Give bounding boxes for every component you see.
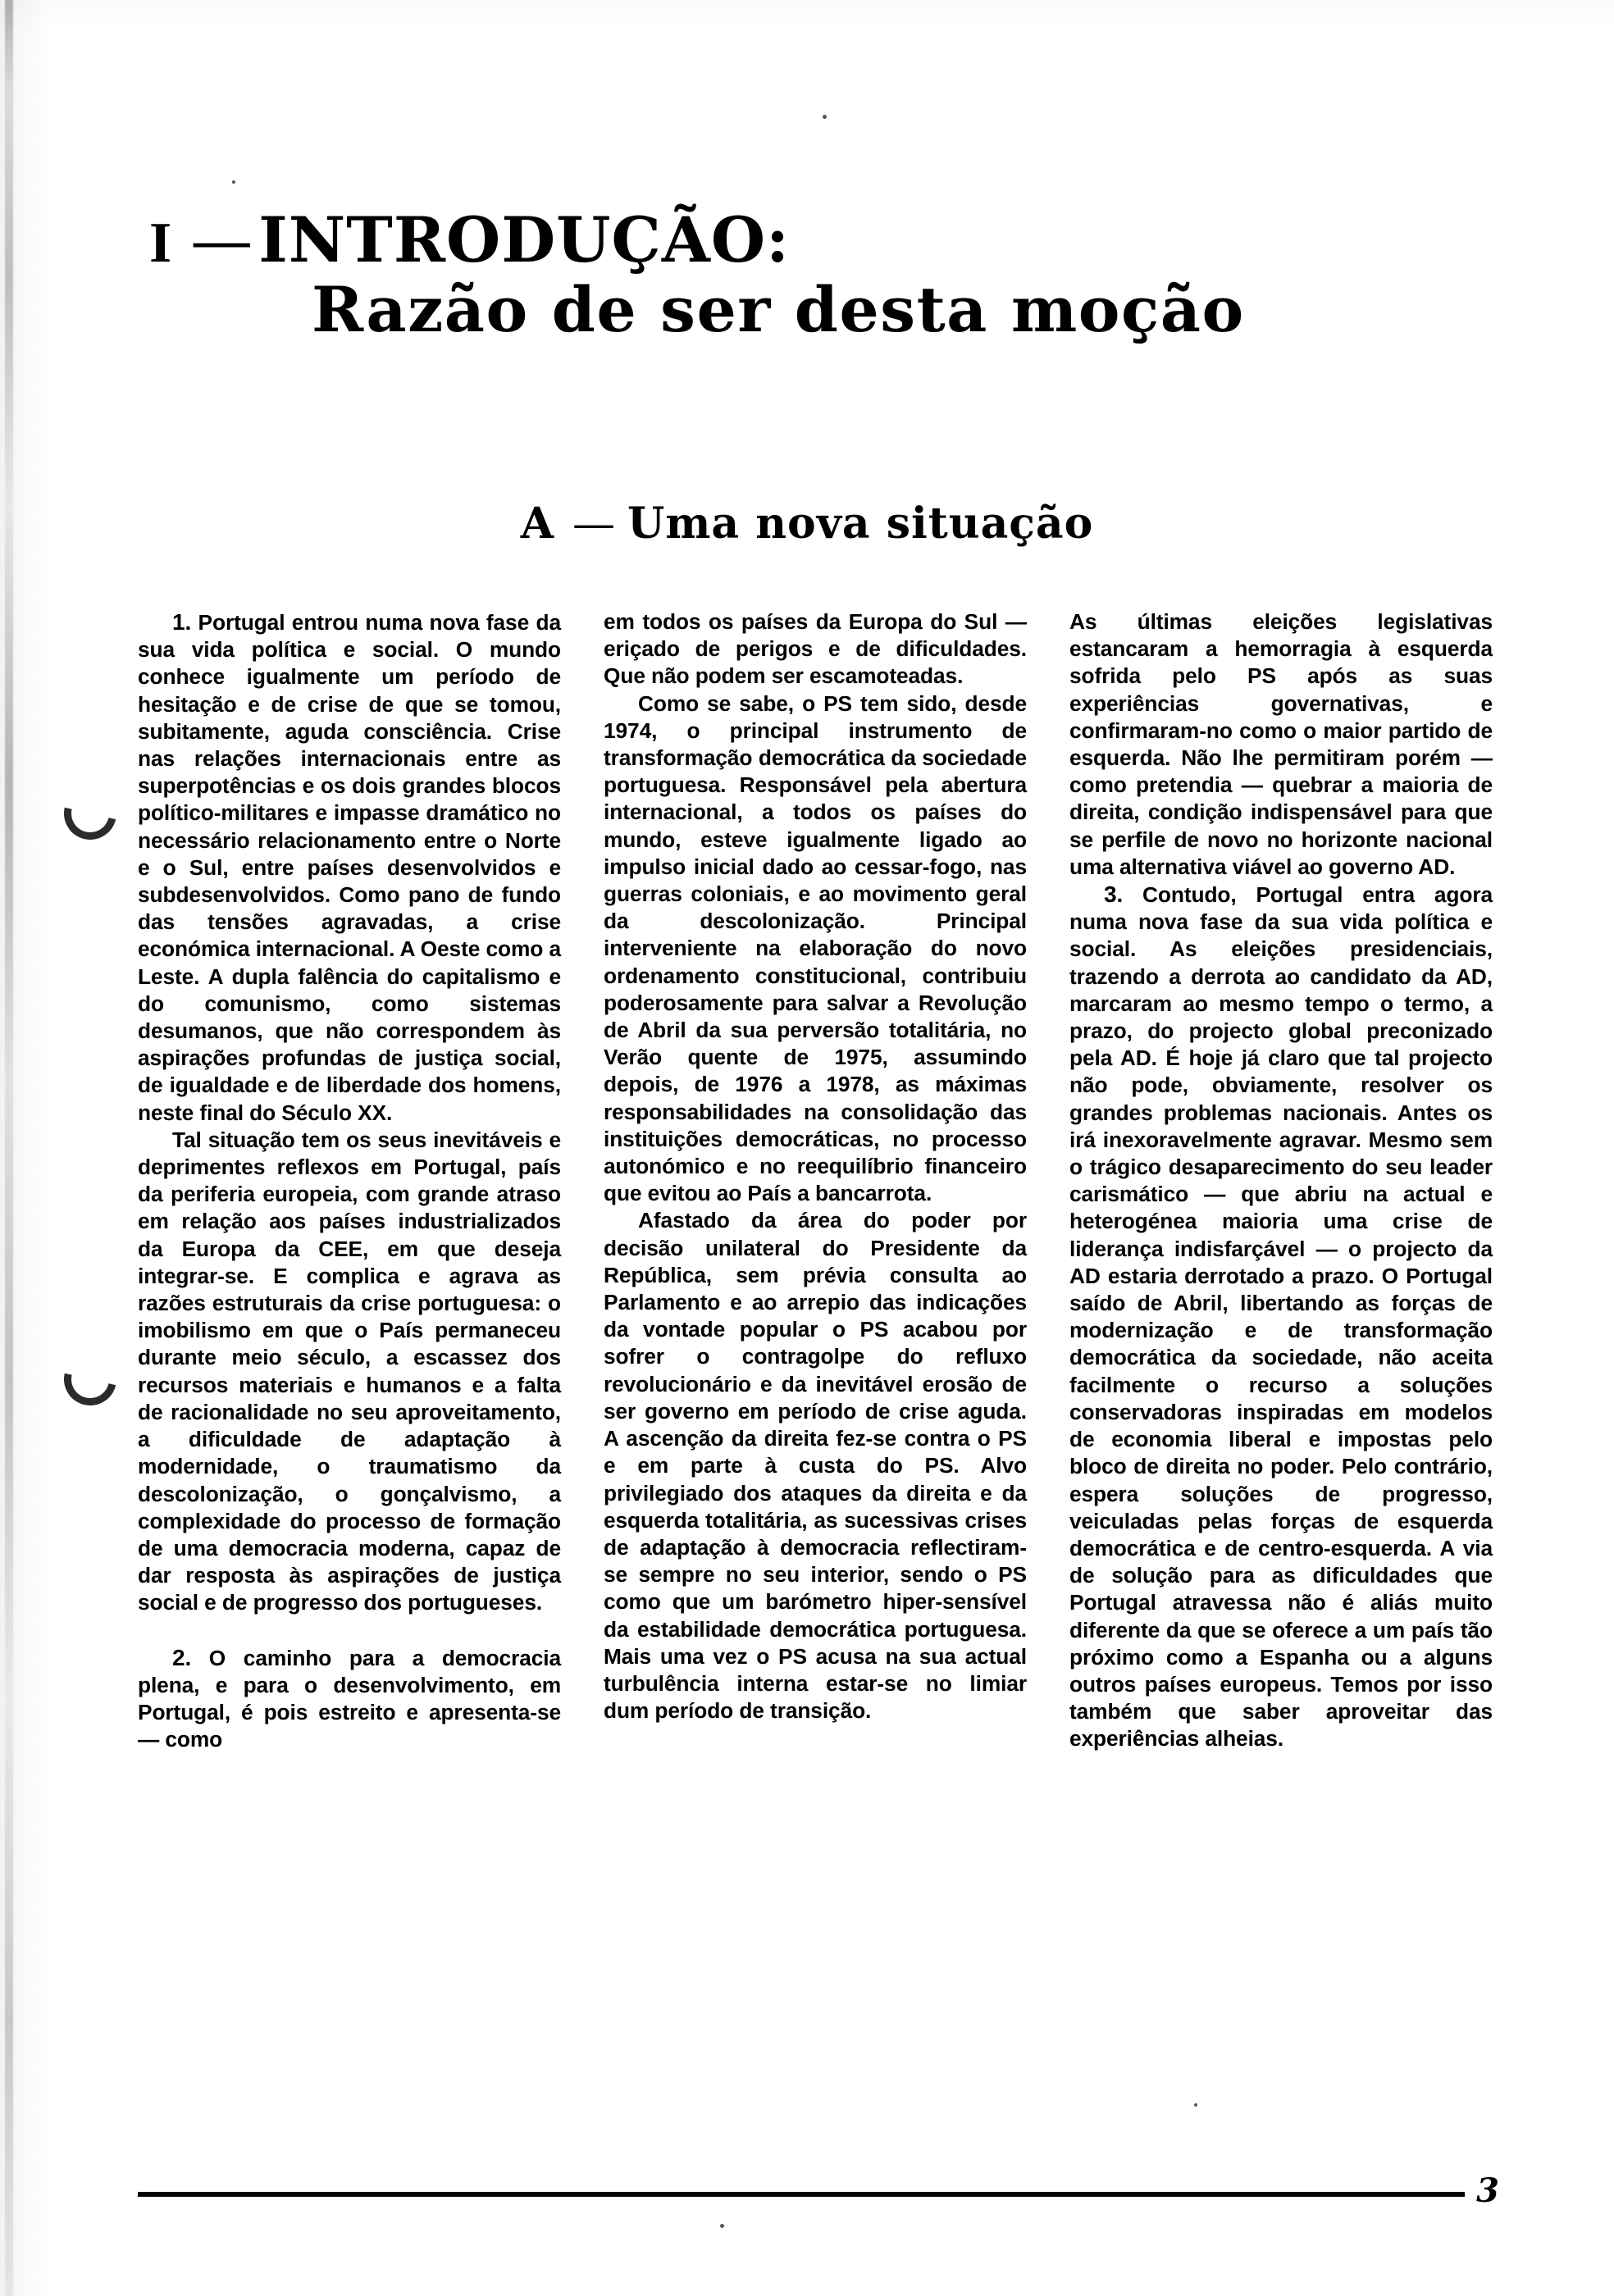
column-2 (604, 608, 1027, 1724)
paragraph-text: Portugal entrou numa nova fase da sua vida política e social. O mundo conhece igualmente um período de hesitação e de crise de que se tomou, subitamente, aguda consciência. Crise nas relações internacionais entre as superpotências e os dois grandes blocos político-militares e impasse dramático no necessário relacionamento entre o Norte e o Sul, entre países desenvolvidos e subdesenvolvidos. Como pano de fundo das tensões agravadas, a crise económica internacional. A Oeste como a Leste. A dupla falência do capitalismo e do comunismo, como sistemas desumanos, que não correspondem às aspirações profundas de justiça social, de igualdade e de liberdade dos homens, neste final do Século XX. (138, 610, 561, 1125)
paragraph (604, 690, 1027, 1208)
title-line-primary (0, 203, 1614, 276)
footer-rule (138, 2192, 1465, 2197)
title-line-subtitle: Razão de ser desta moção (312, 273, 1245, 346)
paragraph (1069, 608, 1493, 881)
paragraph (604, 608, 1027, 690)
paragraph-number: 2. (172, 1644, 192, 1670)
binding-hole-mark (54, 777, 126, 850)
paragraph (138, 608, 561, 1127)
paragraph-number: 3. (1104, 882, 1124, 908)
text-columns (138, 608, 1493, 1753)
title-main: INTRODUÇÃO: (258, 203, 791, 276)
section-dash: — (572, 499, 617, 549)
paragraph-text: Tal situação tem os seus inevitáveis e deprimentes reflexos em Portugal, país da periferia europeia, com grande atraso em relação aos países industrializados da Europa da CEE, em que deseja integrar-se. E complica e agrava as razões estruturais da crise portuguesa: o imobilismo em que o País permaneceu durante meio século, a escassez dos recursos materiais e humanos e a falta de racionalidade no seu aproveitamento, a dificuldade de adaptação à modernidade, o traumatismo da descolonização, o gonçalvismo, a complexidade do processo de formação de uma democracia moderna, capaz de dar resposta às aspirações de justiça social e de progresso dos portugueses. (138, 1127, 561, 1615)
section-label: Uma nova situação (627, 499, 1094, 549)
paragraph (138, 1644, 561, 1754)
binding-hole-mark (54, 1343, 126, 1415)
scan-speck (823, 115, 827, 119)
paragraph (604, 1207, 1027, 1724)
paragraph-text: Como se sabe, o PS tem sido, desde 1974, o principal instrumento de transformação democrática da sociedade portuguesa. Responsável pela abertura internacional, a todos os países do mundo, esteve igualmente ligado ao impulso inicial dado ao cessar-fogo, nas guerras coloniais, e ao movimento geral da descolonização. Principal interveniente na elaboração do novo ordenamento constitucional, contribuiu poderosamente para salvar a Revolução de Abril da sua perversão totalitária, no Verão quente de 1975, assumindo depois, de 1976 a 1978, as máximas responsabilidades na consolidação das instituições democráticas, no processo autonómico e no reequilíbrio financeiro que evitou ao País a bancarrota. (604, 690, 1027, 1206)
title-numeral: I (149, 212, 173, 275)
page-number: 3 (1476, 2171, 1499, 2210)
paragraph (1069, 881, 1493, 1753)
scan-speck (1194, 2103, 1197, 2107)
scan-speck (720, 2224, 724, 2228)
paragraph (138, 1127, 561, 1617)
section-letter: A (520, 499, 555, 549)
column-3 (1069, 608, 1493, 1753)
paragraph-text: Afastado da área do poder por decisão unilateral do Presidente da República, sem prévia consulta ao Parlamento e ao arrepio das indicações da vontade popular o PS acabou por sofrer o contragolpe do refluxo revolucionário e da inevitável erosão de ser governo em período de crise aguda. A ascenção da direita fez-se contra o PS e em parte à custa do PS. Alvo privilegiado dos ataques da direita e da esquerda totalitária, as sucessivas crises de adaptação à democracia reflectiram-se sempre no seu interior, sendo o PS como que um barómetro hiper-sensível da estabilidade democrática portuguesa. Mais uma vez o PS acusa na sua actual turbulência interna estar-se no limiar dum período de transição. (604, 1208, 1027, 1724)
paragraph-text: O caminho para a democracia plena, e para o desenvolvimento, em Portugal, é pois estreito e apresenta-se — como (138, 1645, 561, 1752)
scan-speck (232, 180, 235, 184)
paragraph-text: em todos os países da Europa do Sul — eriçado de perigos e de dificuldades. Que não podem ser escamoteadas. (604, 609, 1027, 689)
paragraph-text: Contudo, Portugal entra agora numa nova fase da sua vida política e social. As eleições presidenciais, trazendo a derrota ao candidato da AD, marcaram ao mesmo tempo o termo, a prazo, do projecto global preconizado pela AD. É hoje já claro que tal projecto não pode, obviamente, resolver os grandes problemas nacionais. Antes os irá inexoravelmente agravar. Mesmo sem o trágico desaparecimento do seu leader carismático — que abriu na actual e heterogénea maioria uma crise de liderança indisfarçável — o projecto da AD estaria derrotado a prazo. O Portugal saído de Abril, libertando as forças de modernização e de transformação democrática da sociedade, não aceita facilmente o recurso a soluções conservadoras inspiradas em modelos de economia liberal e impostas pelo bloco de direita no poder. Pelo contrário, espera soluções de progresso, veiculadas pelas forças de esquerda democrática e de centro-esquerda. A via de solução para as dificuldades que Portugal atravessa não é aliás muito diferente da que se oferece a um país tão próximo como a Espanha ou a alguns outros países europeus. Temos por isso também que saber aproveitar das experiências alheias. (1069, 882, 1493, 1752)
column-1 (138, 608, 561, 1753)
paragraph-number: 1. (172, 609, 192, 635)
page-title (0, 203, 1614, 348)
paragraph-text: As últimas eleições legislativas estancaram a hemorragia à esquerda sofrida pelo PS após as suas experiências governativas, e confirmaram-no como o maior partido de esquerda. Não lhe permitiram porém — como pretendia — quebrar a maioria de direita, condição indispensável para que se perfile de novo no horizonte nacional uma alternativa viável ao governo AD. (1069, 609, 1493, 879)
title-dash: — (190, 203, 254, 276)
page-footer (138, 2171, 1499, 2214)
section-heading (0, 499, 1614, 549)
